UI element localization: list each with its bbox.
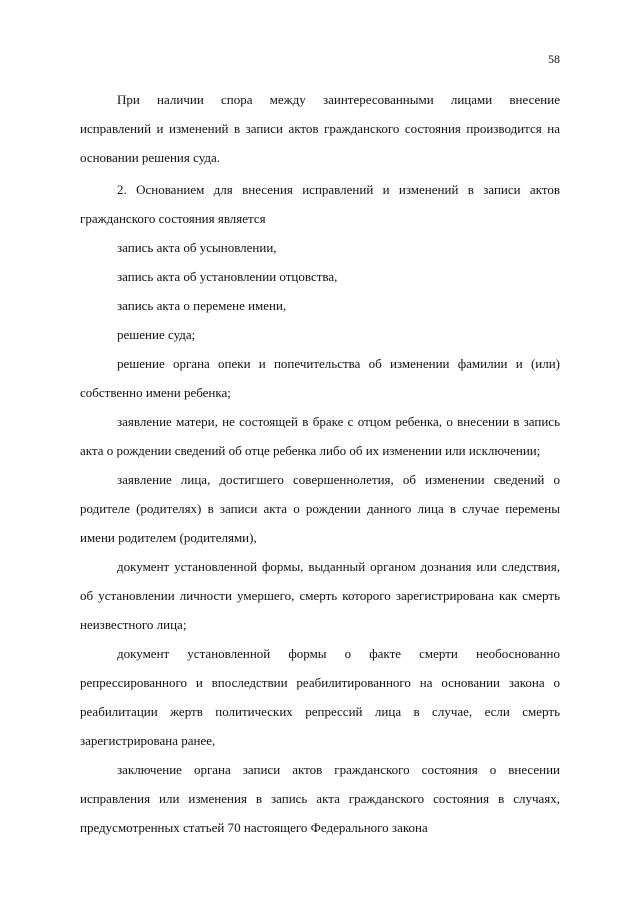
text-line: собственно имени ребенка; [80, 385, 231, 400]
text-line: документ установленной формы о факте смерти необоснованно [117, 646, 560, 661]
text-line: акта о рождении сведений об отце ребенка либо об их изменении или исключении; [80, 443, 541, 458]
list-item [80, 349, 560, 407]
list-item [80, 755, 560, 842]
text-line: об установлении личности умершего, смерть которого зарегистрирована как смерть [80, 588, 560, 603]
text-line: решение суда; [117, 327, 196, 342]
text-line: запись акта об установлении отцовства, [117, 269, 338, 284]
page-number: 58 [548, 52, 560, 66]
text-line: исправлений и изменений в записи актов гражданского состояния производится на [80, 121, 560, 136]
text-line: заявление лица, достигшего совершеннолетия, об изменении сведений о [117, 472, 560, 487]
text-line: запись акта о перемене имени, [117, 298, 287, 313]
text-line: заявление матери, не состоящей в браке с отцом ребенка, о внесении в запись [117, 414, 560, 429]
list-item [80, 407, 560, 465]
text-line: заключение органа записи актов гражданского состояния о внесении [117, 762, 560, 777]
text-line: гражданского состояния является [80, 211, 266, 226]
text-line: основании решения суда. [80, 150, 221, 165]
text-line: решение органа опеки и попечительства об изменении фамилии и (или) [117, 356, 560, 371]
text-line: репрессированного и впоследствии реабилитированного на основании закона о [80, 675, 560, 690]
list-item [80, 465, 560, 552]
text-line: родителе (родителях) в записи акта о рождении данного лица в случае перемены [80, 501, 560, 516]
text-line: документ установленной формы, выданный органом дознания или следствия, [117, 559, 560, 574]
paragraph [80, 85, 560, 172]
text-line: имени родителем (родителями), [80, 530, 257, 545]
text-line: зарегистрирована ранее, [80, 733, 216, 748]
text-line: 2. Основанием для внесения исправлений и изменений в записи актов [117, 182, 560, 197]
text-line: реабилитации жертв политических репрессий лица в случае, если смерть [80, 704, 560, 719]
list-item [80, 291, 560, 320]
text-line: предусмотренных статьей 70 настоящего Федерального закона [80, 820, 428, 835]
list-item [80, 262, 560, 291]
text-line: исправления или изменения в запись акта гражданского состояния в случаях, [80, 791, 560, 806]
list-item [80, 639, 560, 755]
text-line: неизвестного лица; [80, 617, 187, 632]
list-item [80, 233, 560, 262]
text-line: запись акта об усыновлении, [117, 240, 277, 255]
list-item [80, 552, 560, 639]
list-item [80, 320, 560, 349]
paragraph [80, 175, 560, 233]
document-body [80, 85, 560, 842]
text-line: При наличии спора между заинтересованными лицами внесение [117, 92, 560, 107]
